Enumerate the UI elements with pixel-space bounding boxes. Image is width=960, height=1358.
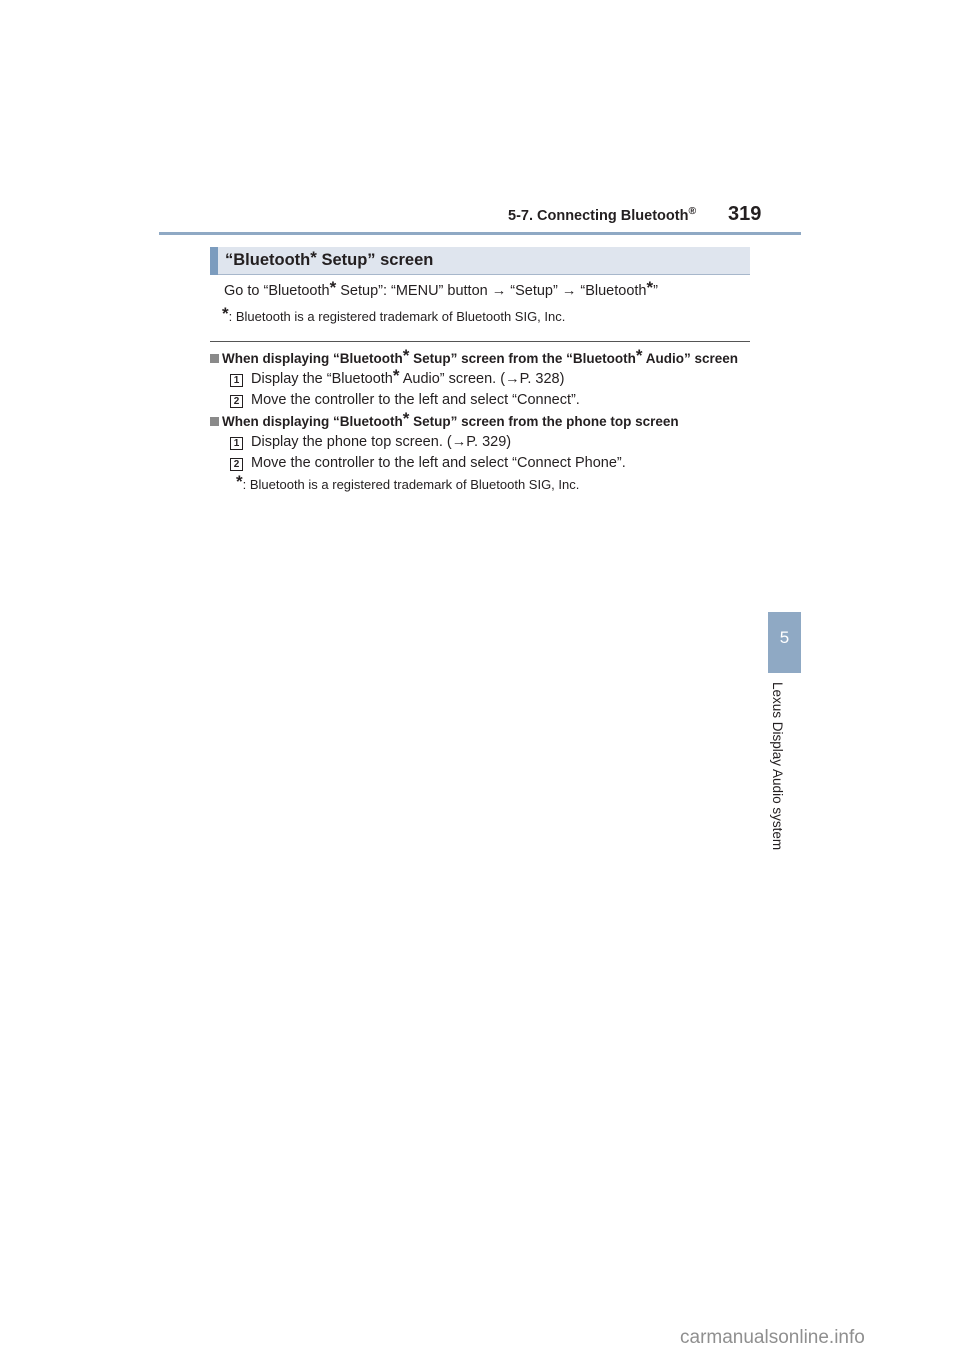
arrow-icon: →	[561, 283, 577, 299]
section-title-accent-bar	[210, 247, 218, 275]
trademark-footnote: *: Bluetooth is a registered trademark of Bluetooth SIG, Inc.	[236, 472, 580, 492]
step-number: 1	[230, 437, 243, 450]
header-rule	[159, 232, 801, 235]
step-text: Display the “Bluetooth* Audio” screen. (→P. 328)	[251, 366, 565, 387]
watermark: carmanualsonline.info	[680, 1327, 865, 1348]
step-text: Display the phone top screen. (→P. 329)	[251, 434, 512, 450]
intro-instruction: Go to “Bluetooth* Setup”: “MENU” button → “Setup” → “Bluetooth*”	[224, 278, 658, 299]
bullet-square-icon	[210, 417, 219, 426]
step-number: 1	[230, 374, 243, 387]
subsection-heading-phone: When displaying “Bluetooth* Setup” screen from the phone top screen	[210, 414, 679, 429]
step-text: Move the controller to the left and select “Connect”.	[251, 392, 580, 408]
step-text: Move the controller to the left and select “Connect Phone”.	[251, 455, 626, 471]
section-divider	[210, 341, 750, 342]
arrow-icon: →	[491, 283, 507, 299]
subsection-heading-audio: When displaying “Bluetooth* Setup” screen from the “Bluetooth* Audio” screen	[210, 351, 738, 366]
chapter-side-label: Lexus Display Audio system	[770, 682, 785, 851]
trademark-footnote: *: Bluetooth is a registered trademark of Bluetooth SIG, Inc.	[222, 304, 566, 324]
arrow-icon: →	[451, 434, 467, 450]
step-number: 2	[230, 395, 243, 408]
section-title: “Bluetooth* Setup” screen	[225, 248, 434, 269]
bullet-square-icon	[210, 354, 219, 363]
chapter-tab-number: 5	[779, 628, 790, 647]
header-section-title: 5-7. Connecting Bluetooth®	[508, 205, 697, 224]
arrow-icon: →	[505, 371, 520, 387]
step-number: 2	[230, 458, 243, 471]
page-number: 319	[728, 203, 762, 225]
